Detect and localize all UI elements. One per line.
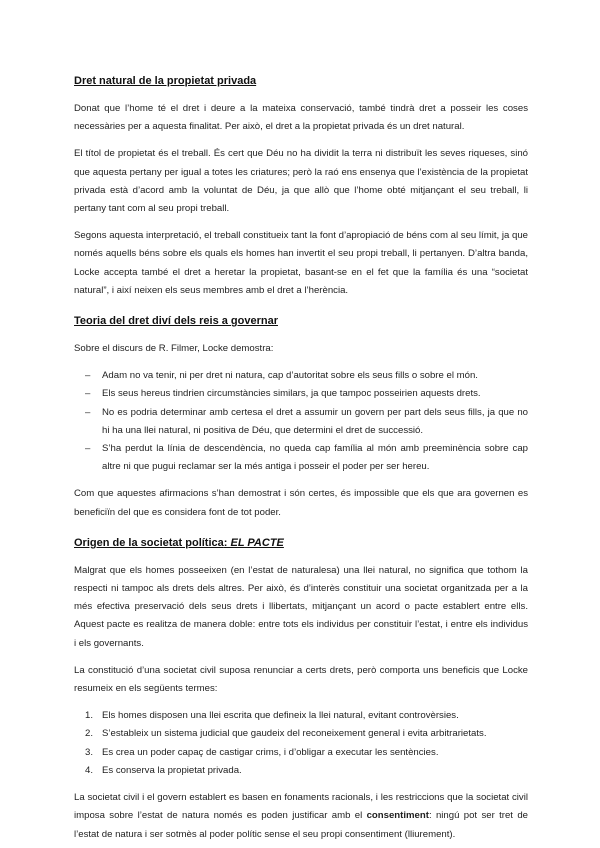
list-item: 3. Es crea un poder capaç de castigar crims, i d’obligar a executar les sentències. <box>74 744 528 762</box>
paragraph: La constitució d’una societat civil suposa renunciar a certs drets, però comporta uns beneficis que Locke resumeix en els següents termes: <box>74 664 528 695</box>
list-item: – S’ha perdut la línia de descendència, no queda cap família al món amb preeminència sobre cap altre ni que pugui reclamar ser la més antiga i posseir el poder per ser hereu. <box>74 440 528 476</box>
paragraph: Segons aquesta interpretació, el treball constitueix tant la font d’apropiació de béns com al seu límit, ja que només aquells béns sobre els quals els homes han invertit el seu propi treball, li pertanyen. D’altra banda, Locke accepta també el dret a heretar la propietat, basant-se en el fet que la família és una “societat natural”, i així neixen els seus membres amb el dret a l’herència. <box>74 230 528 296</box>
dash-marker: – <box>85 443 91 455</box>
paragraph: La societat civil i el govern establert es basen en fonaments racionals, i les restriccions que la societat civil imposa sobre l’estat de natura només es poden justificar amb el consentiment: ningú pot ser tret de l’estat de natura i ser sotmès al poder polític sense el seu propi consentiment (lliurement). <box>74 792 528 840</box>
list-item: 1. Els homes disposen una llei escrita que defineix la llei natural, evitant controvèrsies. <box>74 707 528 725</box>
list-item: – No es podria determinar amb certesa el dret a assumir un govern per part dels seus fills, ja que no hi ha una llei natural, ni positiva de Déu, que determini el dret de successió. <box>74 404 528 440</box>
paragraph: Com que aquestes afirmacions s’han demostrat i són certes, és impossible que els que ara governen es beneficiïn del que es considera font de tot poder. <box>74 488 528 518</box>
document-body <box>74 72 528 844</box>
paragraph: Malgrat que els homes posseeixen (en l’estat de naturalesa) una llei natural, no significa que tothom la respecti ni tampoc als drets dels altres. Per això, és d’interès constituir una societat organitzada per a la més efectiva preservació dels seus drets i llibertats, mitjançant un acord o pacte establert entre ells. Aquest pacte es realitza de manera doble: entre tots els individus per constituir l’estat, i entre els individus i els governants. <box>74 564 528 649</box>
dash-marker: – <box>85 370 91 382</box>
list-number: 2. <box>85 728 94 740</box>
list-item: – Adam no va tenir, ni per dret ni natura, cap d’autoritat sobre els seus fills o sobre el món. <box>74 367 528 385</box>
list-number: 4. <box>85 764 94 776</box>
dash-marker: – <box>85 388 91 400</box>
bullet-list <box>74 367 528 476</box>
bold-term: consentiment <box>366 810 429 822</box>
section-heading-societat-politica: Origen de la societat política: EL PACTE <box>74 536 284 549</box>
paragraph: Sobre el discurs de R. Filmer, Locke demostra: <box>74 343 274 355</box>
paragraph: El títol de propietat és el treball. És cert que Déu no ha dividit la terra ni distribuït les seves riqueses, sinó que aquesta pertany per igual a totes les criatures; però la raó ens ensenya que l’existència de la propietat privada està d’acord amb la voluntat de Déu, ja que allò que l’home obté mitjançant el seu treball, li pertany tant com al seu propi treball. <box>74 148 528 215</box>
list-number: 1. <box>85 710 94 722</box>
list-item: – Els seus hereus tindrien circumstàncies similars, ja que tampoc posseirien aquests drets. <box>74 385 528 403</box>
list-number: 3. <box>85 746 94 758</box>
list-item: 4. Es conserva la propietat privada. <box>74 762 528 780</box>
section-heading-propietat: Dret natural de la propietat privada <box>74 75 257 87</box>
dash-marker: – <box>85 406 91 418</box>
paragraph: Donat que l’home té el dret i deure a la mateixa conservació, també tindrà dret a posseir les coses necessàries per a aquesta finalitat. Per això, el dret a la propietat privada és un dret natural. <box>74 103 528 133</box>
list-item: 2. S’estableix un sistema judicial que gaudeix del reconeixement general i evita arbitrarietats. <box>74 725 528 743</box>
section-heading-dret-divi: Teoria del dret diví dels reis a governar <box>74 315 278 328</box>
heading-emphasis: EL PACTE <box>230 536 284 549</box>
numbered-list <box>74 707 528 780</box>
